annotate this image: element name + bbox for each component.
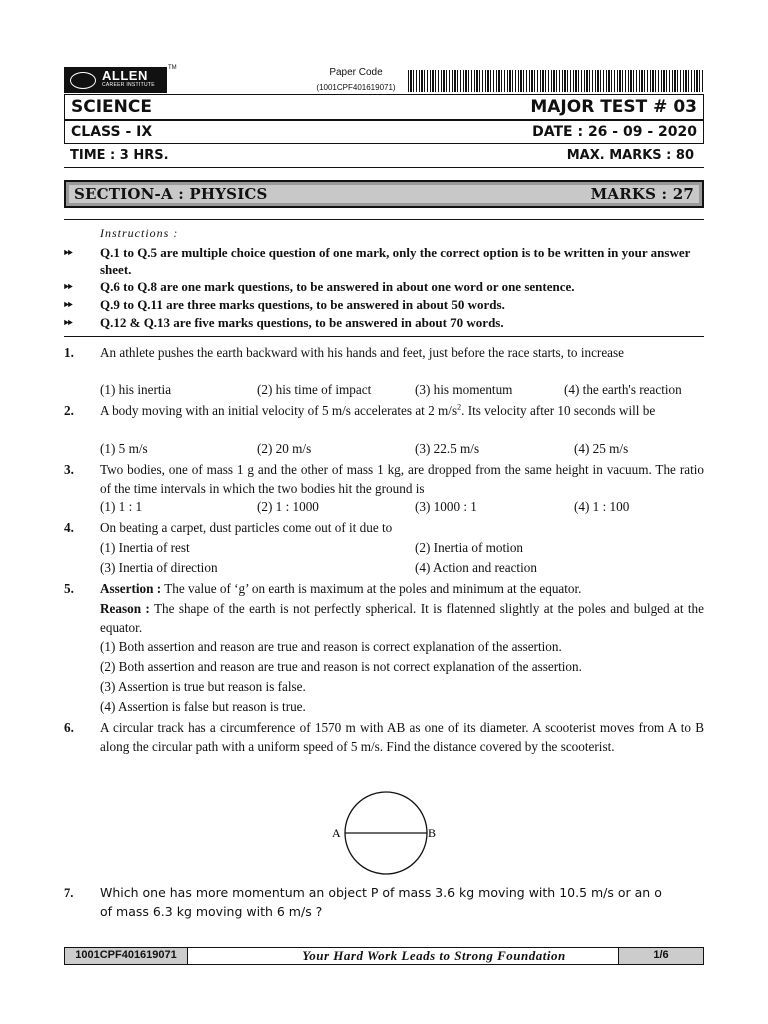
option: (2) his time of impact [257,382,372,397]
divider [64,336,704,337]
option: (2) 20 m/s [257,441,312,456]
option: (1) 1 : 1 [100,499,143,514]
circular-track-diagram [330,790,440,881]
option: (2) Both assertion and reason are true and reason is not correct explanation of the assertion. [100,659,582,674]
option: (4) Action and reaction [415,560,537,575]
barcode [408,70,704,92]
page-number: 1/6 [618,948,703,964]
assertion-text: Assertion : The value of ‘g’ on earth is maximum at the poles and minimum at the equator. [100,581,582,596]
divider [64,219,704,220]
option: (3) Assertion is true but reason is false. [100,679,306,694]
double-arrow-icon: ⏩︎ [64,246,73,258]
test-name: MAJOR TEST # 03 [530,97,697,117]
question-text: On beating a carpet, dust particles come out of it due to [100,520,393,535]
option: (4) 25 m/s [574,441,629,456]
point-b-label: B [428,826,437,840]
footer [64,947,704,965]
question-text-line2: of mass 6.3 kg moving with 6 m/s ? [100,904,323,919]
paper-code: (1001CPF401619071) [316,83,396,92]
option: (1) 5 m/s [100,441,148,456]
question-text: Two bodies, one of mass 1 g and the other of mass 1 kg, are dropped from the same height in vacuum. The ratio of the time intervals in which the two bodies hit the ground is [100,462,704,496]
section-header [64,180,704,208]
question-text: An athlete pushes the earth backward with his hands and feet, just before the race starts, to increase [100,345,625,360]
double-arrow-icon: ⏩︎ [64,298,73,310]
section-title: SECTION-A : PHYSICS [74,185,268,203]
time-label: TIME : 3 HRS. [70,148,169,163]
option: (4) 1 : 100 [574,499,630,514]
max-marks-label: MAX. MARKS : 80 [566,148,694,163]
allen-logo: ALLEN CAREER INSTITUTE TM [64,67,167,93]
option: (1) his inertia [100,382,172,397]
subject-row [64,94,704,120]
section-marks: MARKS : 27 [590,185,694,203]
date-label: DATE : 26 - 09 - 2020 [532,124,697,140]
question-text: A body moving with an initial velocity of 5 m/s accelerates at 2 $m/s^2$. Its velocity after 10 seconds will be [100,402,656,418]
footer-slogan: Your Hard Work Leads to Strong Foundation [302,948,566,963]
option: (2) Inertia of motion [415,540,524,555]
point-a-label: A [332,826,341,840]
double-arrow-icon: ⏩︎ [64,280,73,292]
subject-title: SCIENCE [71,97,152,117]
logo-subtext: CAREER INSTITUTE [102,82,155,88]
class-row [64,120,704,144]
option: (3) 22.5 m/s [415,441,480,456]
double-arrow-icon: ⏩︎ [64,316,73,328]
option: (2) 1 : 1000 [257,499,319,514]
footer-code: 1001CPF401619071 [65,948,188,964]
paper-code-label: Paper Code [329,67,383,78]
option: (1) Inertia of rest [100,540,190,555]
time-row [64,145,704,168]
reason-text: Reason : The shape of the earth is not perfectly spherical. It is flatenned slightly at the poles and bulged at the equator. [100,601,704,635]
question-text-line1: Which one has more momentum an object P of mass 3.6 kg moving with 10.5 m/s or an o [100,885,662,900]
option: (1) Both assertion and reason are true and reason is correct explanation of the assertion. [100,639,562,654]
allen-logo-mark-icon [70,72,96,89]
option: (4) the earth's reaction [564,382,682,397]
option: (4) Assertion is false but reason is true. [100,699,306,714]
option: (3) his momentum [415,382,513,397]
instructions-title: Instructions : [100,226,179,240]
option: (3) Inertia of direction [100,560,218,575]
option: (3) 1000 : 1 [415,499,477,514]
question-text: A circular track has a circumference of 1570 m with AB as one of its diameter. A scooterist moves from A to B along the circular path with a uniform speed of 5 m/s. Find the distance covered by the scooterist. [100,720,704,754]
class-label: CLASS - IX [71,124,153,140]
logo-text: ALLEN [102,68,148,83]
